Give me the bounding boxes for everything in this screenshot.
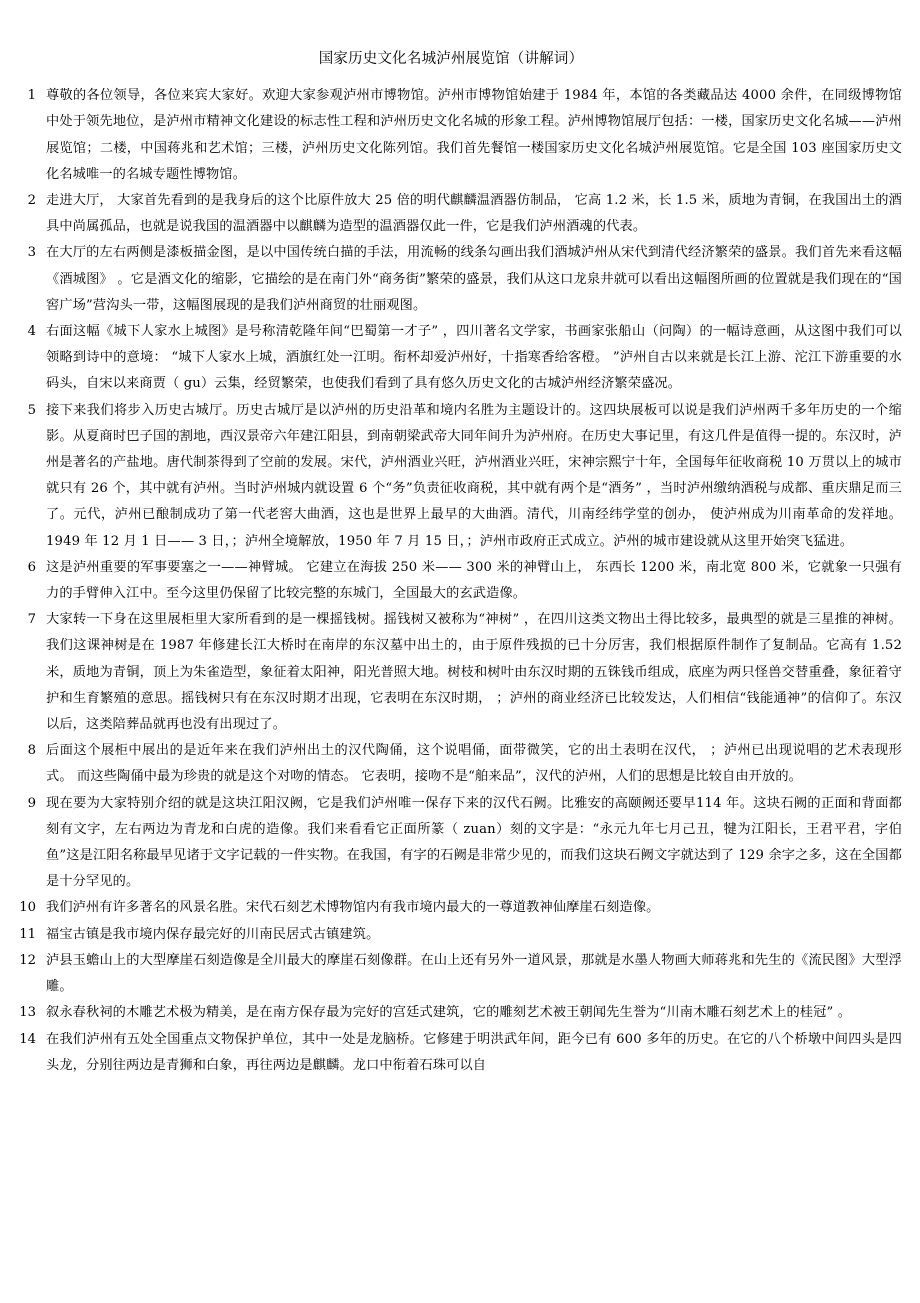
- list-item-number: 2: [27, 193, 36, 208]
- list-item-text: 接下来我们将步入历史古城厅。历史古城厅是以泸州的历史沿革和境内名胜为主题设计的。这四块展板可以说是我们泸州两千多年历史的一个缩影。从夏商时巴子国的割地，西汉景帝六年建江阳县，到南朝梁武帝大同年间升为泸州府。在历史大事记里，有这几件是值得一提的。东汉时，泸州是著名的产盐地。唐代制茶得到了空前的发展。宋代，泸州酒业兴旺，泸州酒业兴旺，宋神宗熙宁十年，全国每年征收商税 10 万贯以上的城市就只有 26 个，其中就有泸州。当时泸州城内就设置 6 个“务”负责征收商税，其中就有两个是“酒务” ，当时泸州缴纳酒税与成都、重庆鼎足而三了。元代，泸州已酿制成功了第一代老窖大曲酒，这也是世界上最早的大曲酒。清代，川南经纬学堂的创办， 使泸州成为川南革命的发祥地。 1949 年 12 月 1 日—— 3 日，；泸州全境解放，1950 年 7 月 15 日，；泸州市政府正式成立。泸州的城市建设就从这里开始突飞猛进。: [46, 402, 902, 549]
- list-item: [8, 1000, 902, 1026]
- list-item: [8, 555, 902, 607]
- list-item-number: 3: [27, 245, 36, 261]
- list-item-number: 12: [19, 952, 36, 968]
- list-item-text: 走进大厅， 大家首先看到的是我身后的这个比原件放大 25 倍的明代麒麟温酒器仿制品， 它高 1.2 米，长 1.5 米，质地为青铜，在我国出土的酒具中尚属孤品，也就是说我国的温酒器中以麒麟为造型的温酒器仅此一件，它是我们泸州酒魂的代表。: [46, 193, 902, 235]
- list-item-text: 我们泸州有许多著名的风景名胜。宋代石刻艺术博物馆内有我市境内最大的一尊道教神仙摩崖石刻造像。: [46, 900, 660, 916]
- list-item-number: 7: [27, 612, 36, 628]
- list-item-text: 叙永春秋祠的木雕艺术极为精美，是在南方保存最为完好的宫廷式建筑，它的雕刻艺术被王朝闻先生誉为“川南木雕石刻艺术上的桂冠” 。: [46, 1005, 852, 1021]
- list-item-text: 在大厅的左右两侧是漆板描金图，是以中国传统白描的手法，用流畅的线条勾画出我们酒城泸州从宋代到清代经济繁荣的盛景。我们首先来看这幅《酒城图》 。它是酒文化的缩影，它描绘的是在南门外“商务街”繁荣的盛景，我们从这口龙泉井就可以看出这幅图所画的位置就是我们现在的“国窖广场”营沟头一带，这幅图展现的是我们泸州商贸的壮丽观图。: [46, 245, 902, 313]
- list-item-number: 11: [19, 926, 36, 942]
- list-item: [8, 1027, 902, 1079]
- list-item-text: 大家转一下身在这里展柜里大家所看到的是一棵摇钱树。摇钱树又被称为“神树” ，在四川这类文物出土得比较多，最典型的就是三星推的神树。我们这课神树是在 1987 年修建长江大桥时在南岸的东汉墓中出土的，由于原件残损的已十分厉害，我们根据原件制作了复制品。它高有 1.52 米，质地为青铜，顶上为朱雀造型，象征着太阳神，阳光普照大地。树枝和树叶由东汉时期的五铢钱币组成，底座为两只怪兽交替重叠，象征着守护和生育繁殖的意思。摇钱树只有在东汉时期才出现，它表明在东汉时期， ；泸州的商业经济已比较发达，人们相信“钱能通神”的信仰了。东汉以后，这类陪葬品就再也没有出现过了。: [46, 612, 902, 733]
- list-item: [8, 83, 902, 188]
- list-item: [8, 398, 902, 555]
- list-item-text: 右面这幅《城下人家水上城图》是号称清乾隆年间“巴蜀第一才子” ，四川著名文学家，书画家张船山（问陶）的一幅诗意画，从这图中我们可以领略到诗中的意境： “城下人家水上城，酒旗红处一江明。衔杯却爱泸州好，十指寒香给客橙。 ”泸州自古以来就是长江上游、沱江下游重要的水码头，自宋以来商贾（ gu）云集，经贸繁荣，也使我们看到了具有悠久历史文化的古城泸州经济繁荣盛况。: [46, 324, 902, 392]
- list-item-text: 后面这个展柜中展出的是近年来在我们泸州出土的汉代陶俑，这个说唱俑，面带微笑，它的出土表明在汉代， ；泸州已出现说唱的艺术表现形式。 而这些陶俑中最为珍贵的就是这个对吻的情态。 它表明，接吻不是“舶来品”，汉代的泸州，人们的思想是比较自由开放的。: [46, 743, 902, 785]
- list-item-number: 8: [27, 743, 36, 759]
- list-item: [8, 922, 902, 948]
- list-item: [8, 607, 902, 738]
- list-item: [8, 791, 902, 896]
- page-title: 国家历史文化名城泸州展览馆（讲解词）: [318, 51, 584, 67]
- list-item: [8, 895, 902, 921]
- list-item: [8, 738, 902, 790]
- list-item-text: 泸县玉蟾山上的大型摩崖石刻造像是全川最大的摩崖石刻像群。在山上还有另外一道风景，那就是水墨人物画大师蒋兆和先生的《流民图》大型浮雕。: [46, 952, 902, 995]
- list-item-number: 1: [27, 88, 36, 104]
- list-item-number: 6: [27, 559, 36, 575]
- list-item-number: 9: [27, 795, 36, 811]
- list-item-number: 5: [27, 402, 36, 418]
- numbered-list: [0, 83, 920, 1079]
- list-item: [8, 319, 902, 398]
- list-item-text: 现在要为大家特别介绍的就是这块江阳汉阙，它是我们泸州唯一保存下来的汉代石阙。比雅安的高颐阙还要早114 年。这块石阙的正面和背面都刻有文字，左右两边为青龙和白虎的造像。我们来看看它正面所篆（ zuan）刻的文字是：“永元九年七月己丑，犍为江阳长，王君平君，字伯鱼”这是江阳名称最早见诸于文字记载的一件实物。在我国，有字的石阙是非常少见的，而我们这块石阙文字就达到了 129 余字之多，这在全国都是十分罕见的。: [46, 795, 902, 890]
- list-item-text: 福宝古镇是我市境内保存最完好的川南民居式古镇建筑。: [46, 926, 380, 942]
- list-item-number: 13: [19, 1005, 36, 1021]
- list-item-number: 4: [27, 324, 36, 340]
- list-item: [8, 188, 902, 240]
- list-item: [8, 948, 902, 1000]
- list-item: [8, 240, 902, 319]
- list-item-number: 14: [19, 1031, 36, 1047]
- list-item-text: 尊敬的各位领导，各位来宾大家好。欢迎大家参观泸州市博物馆。泸州市博物馆始建于 1984 年，本馆的各类藏品达 4000 余件，在同级博物馆中处于领先地位，是泸州市精神文化建设的标志性工程和泸州历史文化名城的形象工程。泸州博物馆展厅包括：一楼，国家历史文化名城——泸州展览馆；二楼，中国蒋兆和艺术馆；三楼，泸州历史文化陈列馆。我们首先餐馆一楼国家历史文化名城泸州展览馆。它是全国 103 座国家历史文化名城唯一的名城专题性博物馆。: [46, 88, 902, 182]
- list-item-text: 这是泸州重要的军事要塞之一——神臂城。 它建立在海拔 250 米—— 300 米的神臂山上， 东西长 1200 米，南北宽 800 米，它就象一只强有力的手臂伸入江中。至今这里仍保留了比较完整的东城门，全国最大的玄武造像。: [46, 559, 902, 602]
- list-item-text: 在我们泸州有五处全国重点文物保护单位，其中一处是龙脑桥。它修建于明洪武年间，距今已有 600 多年的历史。在它的八个桥墩中间四头是四头龙，分别往两边是青狮和白象，再往两边是麒麟。龙口中衔着石珠可以自: [46, 1031, 902, 1073]
- list-item-number: 10: [19, 900, 36, 916]
